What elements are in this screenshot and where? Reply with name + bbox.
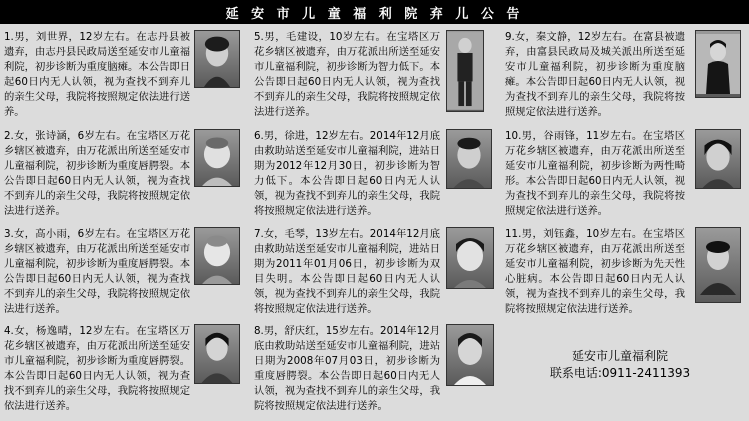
- notice-entry-5: [252, 26, 500, 126]
- notice-entry-3: [2, 223, 250, 321]
- notice-entry-6: [252, 125, 500, 223]
- child-photo: [446, 30, 484, 112]
- child-photo: [695, 129, 741, 189]
- entry-text: 5.男，毛建设，10岁左右。在宝塔区万花乡辖区被遗弃，由万花派出所送至延安市儿童福利院，初步诊断为智力低下。本公告即日起60日内无人认领，视为查找不到弃儿的亲生父母，我院将按照规定依法进行送养。: [254, 31, 440, 118]
- entry-text: 10.男，谷雨锋，11岁左右。在宝塔区万花乡辖区被遗弃，由万花派出所送至延安市儿童福利院，初步诊断为两性畸形。本公告即日起60日内无人认领，视为查找不到弃儿的亲生父母，我院将按照规定依法进行送养。: [505, 130, 685, 217]
- notice-entry-11: [503, 223, 749, 321]
- notice-entry-8: [252, 320, 500, 420]
- child-photo: [194, 129, 240, 187]
- notice-entry-2: [2, 125, 250, 223]
- notice-title: 延 安 市 儿 童 福 利 院 弃 儿 公 告: [0, 0, 749, 24]
- notice-entry-10: [503, 125, 749, 223]
- entry-text: 11.男，刘钰鑫，10岁左右。在宝塔区万花乡辖区被遗弃，由万花派出所送至延安市儿童福利院，初步诊断为先天性心脏病。本公告即日起60日内无人认领，视为查找不到弃儿的亲生父母，我院将按照规定依法进行送养。: [505, 228, 685, 315]
- entry-text: 9.女，秦文静，12岁左右。在富县被遗弃，由富县民政局及城关派出所送至延安市儿童福利院，初步诊断为重度脑瘫。本公告即日起60日内无人认领，视为查找不到弃儿的亲生父母，我院将按照规定依法进行送养。: [505, 31, 685, 118]
- org-name: 延安市儿童福利院: [571, 349, 668, 363]
- entry-text: 3.女，高小雨，6岁左右。在宝塔区万花乡辖区被遗弃，由万花派出所送至延安市儿童福利院，初步诊断为重度唇腭裂。本公告即日起60日内无人认领，视为查找不到弃儿的亲生父母，我院将按照规定依法进行送养。: [4, 228, 190, 315]
- entry-text: 2.女，张诗涵，6岁左右。在宝塔区万花乡辖区被遗弃，由万花派出所送至延安市儿童福利院，初步诊断为重度唇腭裂。本公告即日起60日内无人认领，视为查找不到弃儿的亲生父母，我院将按照规定依法进行送养。: [4, 130, 190, 217]
- notice-entry-7: [252, 223, 500, 321]
- notice-entry-1: [2, 26, 250, 126]
- contact-phone: 联系电话:0911-2411393: [549, 366, 691, 380]
- entry-text: 8.男，舒庆红，15岁左右。2014年12月底由救助站送至延安市儿童福利院，进站日期为2008年07月03日，初步诊断为重度唇腭裂。本公告即日起60日内无人认领，视为查找不到弃儿的亲生父母，我院将按照规定依法进行送养。: [254, 325, 440, 412]
- child-photo: [194, 227, 240, 285]
- child-photo: [194, 324, 240, 384]
- entry-text: 1.男，刘世界，12岁左右。在志丹县被遗弃，由志丹县民政局送至延安市儿童福利院，初步诊断为重度脑瘫。本公告即日起60日内无人认领，视为查找不到弃儿的亲生父母，我院将按照规定依法进行送养。: [4, 31, 190, 118]
- notice-entry-4: [2, 320, 250, 420]
- child-photo: [446, 324, 494, 386]
- entry-text: 7.女，毛琴，13岁左右。2014年12月底由救助站送至延安市儿童福利院，进站日期为2011年01月06日，初步诊断为双目失明。本公告即日起60日内无人认领，视为查找不到弃儿的亲生父母，我院将按照规定依法进行送养。: [254, 228, 440, 315]
- notice-entry-9: [503, 26, 749, 126]
- child-photo: [446, 227, 494, 289]
- child-photo: [446, 129, 492, 189]
- entry-text: 6.男，徐进，12岁左右。2014年12月底由救助站送至延安市儿童福利院，进站日期为2012年12月30日，初步诊断为智力低下。本公告即日起60日内无人认领，视为查找不到弃儿的亲生父母，我院将按照规定依法进行送养。: [254, 130, 440, 217]
- entry-text: 4.女，杨逸晴，12岁左右。在宝塔区万花乡辖区被遗弃，由万花派出所送至延安市儿童福利院，初步诊断为重度唇腭裂。本公告即日起60日内无人认领，视为查找不到弃儿的亲生父母，我院将按照规定依法进行送养。: [4, 325, 190, 412]
- contact-block: [520, 348, 720, 382]
- child-photo: [695, 30, 741, 98]
- child-photo: [695, 227, 741, 303]
- child-photo: [194, 30, 240, 88]
